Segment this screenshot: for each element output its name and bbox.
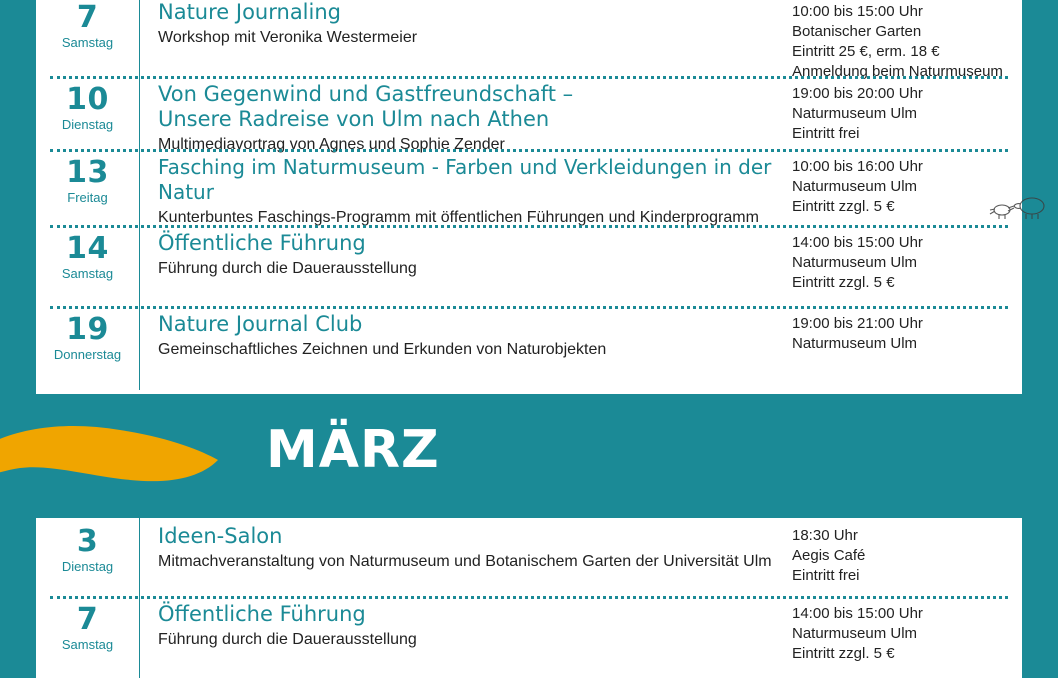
month-banner xyxy=(0,398,1058,518)
event-day-number: 10 xyxy=(66,82,109,117)
event-date xyxy=(36,518,140,596)
event-subtitle: Workshop mit Veronika Westermeier xyxy=(158,29,418,46)
event-meta xyxy=(792,518,1022,596)
event-meta xyxy=(792,76,1022,154)
event-weekday: Dienstag xyxy=(61,559,114,574)
march-event-panel xyxy=(36,518,1022,678)
event-meta-line: Eintritt frei xyxy=(792,125,860,142)
event-day-number: 19 xyxy=(66,312,109,347)
event-subtitle: Multimediavortrag von Agnes und Sophie Zender xyxy=(158,136,505,153)
event-meta-line: Eintritt zzgl. 5 € xyxy=(792,645,895,662)
event-meta-line: Eintritt zzgl. 5 € xyxy=(792,198,895,215)
sheep-doodle-icon xyxy=(988,190,1052,224)
event-meta-line: Naturmuseum Ulm xyxy=(792,625,918,642)
event-title: Ideen-Salon xyxy=(158,524,283,548)
event-date xyxy=(36,306,140,390)
event-meta-line: Eintritt zzgl. 5 € xyxy=(792,274,895,291)
event-meta-line: 19:00 bis 21:00 Uhr xyxy=(792,315,923,332)
event-title: Nature Journal Club xyxy=(158,312,363,336)
event-title: Fasching im Naturmuseum - Farben und Verkleidungen in der Natur xyxy=(158,155,772,204)
event-row[interactable] xyxy=(36,0,1022,80)
event-row[interactable] xyxy=(36,225,1022,306)
event-meta-line: 19:00 bis 20:00 Uhr xyxy=(792,85,923,102)
february-event-panel xyxy=(36,0,1022,394)
event-day-number: 7 xyxy=(76,0,99,35)
event-meta-line: 10:00 bis 15:00 Uhr xyxy=(792,3,923,20)
event-meta xyxy=(792,596,1022,674)
event-info xyxy=(140,306,792,370)
event-title: Nature Journaling xyxy=(158,0,341,24)
event-meta-line: 18:30 Uhr xyxy=(792,527,858,544)
event-weekday: Freitag xyxy=(67,190,108,205)
event-row[interactable] xyxy=(36,76,1022,153)
event-info xyxy=(140,225,792,289)
event-meta-line: Botanischer Garten xyxy=(792,23,922,40)
event-subtitle: Führung durch die Dauerausstellung xyxy=(158,631,417,648)
event-day-number: 7 xyxy=(76,602,99,637)
swoosh-decoration-icon xyxy=(0,408,270,508)
event-meta-line: Naturmuseum Ulm xyxy=(792,105,918,122)
event-weekday: Samstag xyxy=(61,637,114,652)
event-row[interactable] xyxy=(36,518,1022,596)
event-day-number: 14 xyxy=(66,231,109,266)
event-subtitle: Gemeinschaftliches Zeichnen und Erkunden von Naturobjekten xyxy=(158,341,607,358)
event-meta-line: 10:00 bis 16:00 Uhr xyxy=(792,158,923,175)
event-info xyxy=(140,596,792,660)
event-meta-line: Eintritt frei xyxy=(792,567,860,584)
event-meta-line: Eintritt 25 €, erm. 18 € xyxy=(792,43,940,60)
event-info xyxy=(140,518,792,582)
event-date xyxy=(36,76,140,149)
event-date xyxy=(36,596,140,678)
event-meta xyxy=(792,306,1022,364)
event-meta-line: 14:00 bis 15:00 Uhr xyxy=(792,234,923,251)
event-title: Öffentliche Führung xyxy=(158,602,366,626)
event-day-number: 3 xyxy=(76,524,99,559)
event-weekday: Samstag xyxy=(61,35,114,50)
month-title: MÄRZ xyxy=(266,420,440,480)
event-subtitle: Kunterbuntes Faschings-Programm mit öffentlichen Führungen und Kinderprogramm xyxy=(158,209,759,226)
event-title-line2: Unsere Radreise von Ulm nach Athen xyxy=(158,107,550,131)
event-date xyxy=(36,225,140,306)
event-meta-line: Naturmuseum Ulm xyxy=(792,254,918,271)
event-row[interactable] xyxy=(36,596,1022,678)
event-meta xyxy=(792,225,1022,303)
event-meta-line: Anmeldung beim Naturmuseum xyxy=(792,63,1003,80)
event-date xyxy=(36,0,140,76)
event-subtitle: Führung durch die Dauerausstellung xyxy=(158,260,417,277)
event-info xyxy=(140,0,792,58)
event-meta-line: Naturmuseum Ulm xyxy=(792,335,918,352)
event-subtitle: Mitmachveranstaltung von Naturmuseum und Botanischem Garten der Universität Ulm xyxy=(158,553,772,570)
event-row[interactable] xyxy=(36,149,1022,225)
event-weekday: Samstag xyxy=(61,266,114,281)
event-title: Von Gegenwind und Gastfreundschaft – xyxy=(158,82,574,106)
event-day-number: 13 xyxy=(66,155,109,190)
event-title: Öffentliche Führung xyxy=(158,231,366,255)
event-meta-line: 14:00 bis 15:00 Uhr xyxy=(792,605,923,622)
event-weekday: Dienstag xyxy=(61,117,114,132)
event-meta-line: Aegis Café xyxy=(792,547,866,564)
event-meta-line: Naturmuseum Ulm xyxy=(792,178,918,195)
event-weekday: Donnerstag xyxy=(53,347,122,362)
event-date xyxy=(36,149,140,225)
event-row[interactable] xyxy=(36,306,1022,390)
